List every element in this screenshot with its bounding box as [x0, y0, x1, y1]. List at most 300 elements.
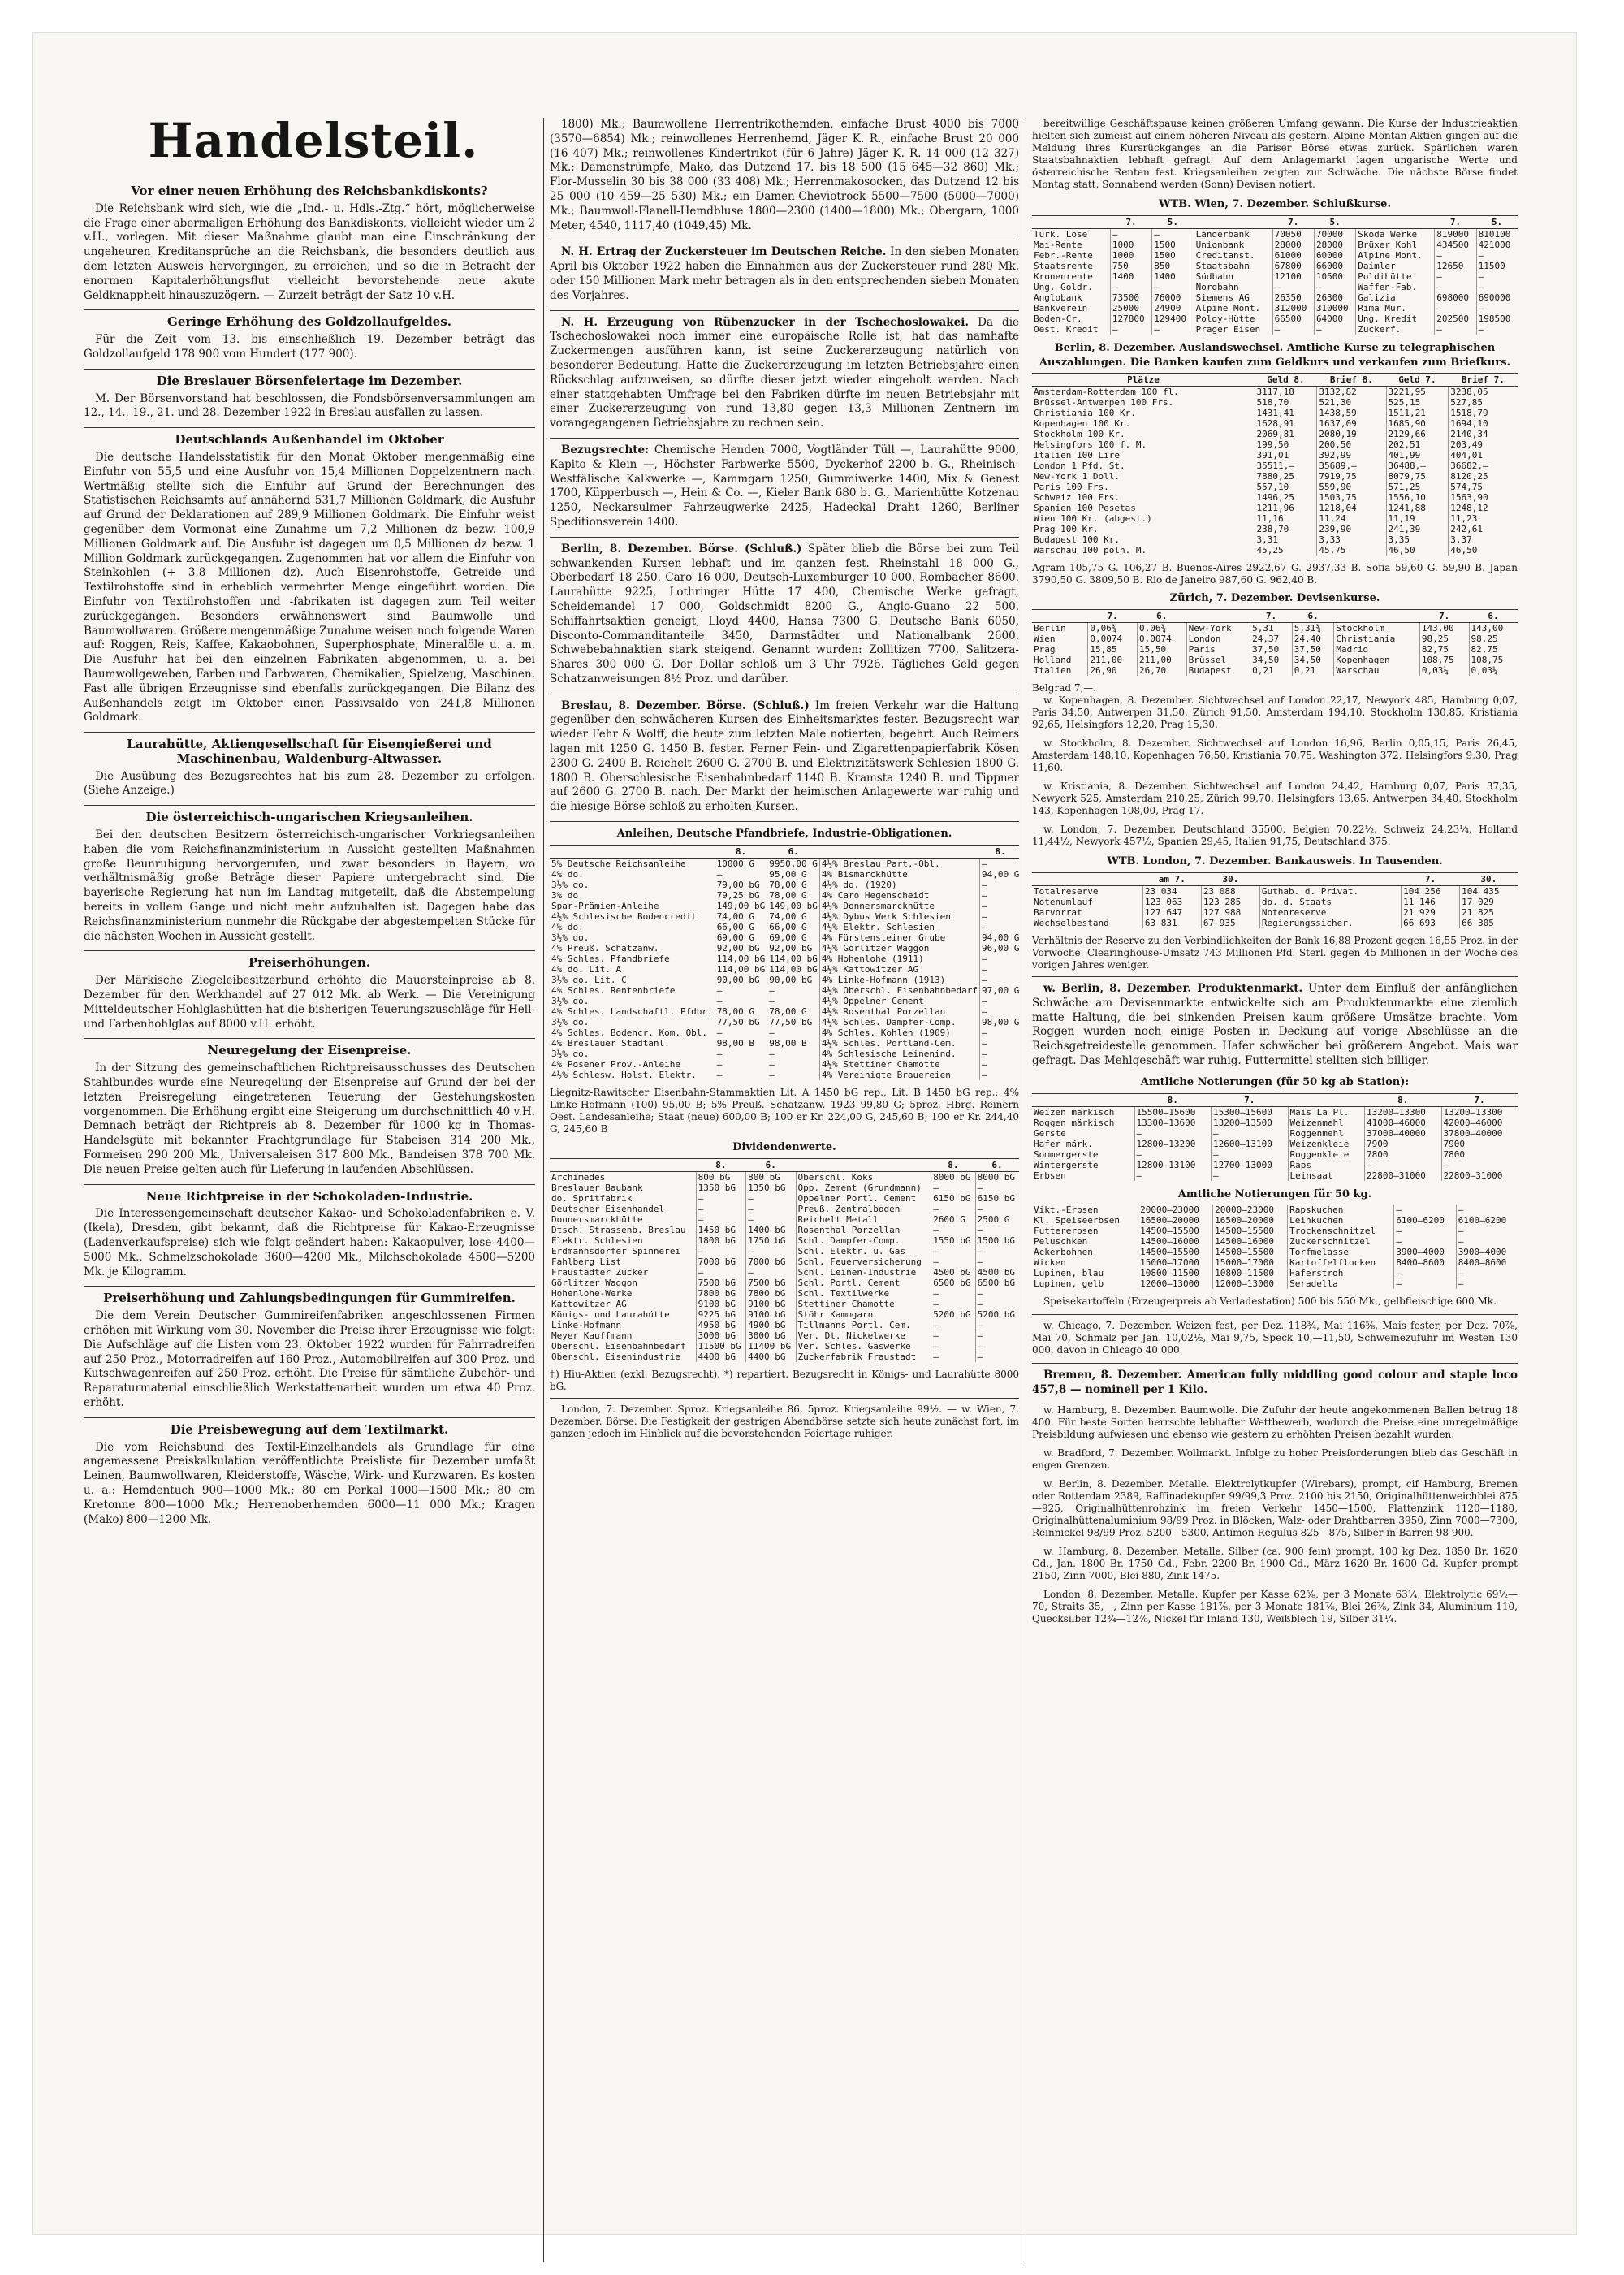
- vienna-table-caption: WTB. Wien, 7. Dezember. Schlußkurse.: [1159, 198, 1391, 210]
- table-cell: —: [979, 1070, 1019, 1080]
- table-cell: 404,01: [1450, 450, 1484, 461]
- table-cell: Christiania 100 Kr.: [1032, 408, 1255, 418]
- table-cell: 4% Hohenlohe (1911): [819, 954, 979, 964]
- table-cell: Paris: [1186, 644, 1250, 655]
- table-cell: 698000: [1435, 292, 1476, 303]
- table-cell: 26,90: [1088, 665, 1138, 676]
- table-cell: Görlitzer Waggon: [550, 1278, 696, 1288]
- table-header-cell: Geld 7.: [1386, 374, 1449, 387]
- bank-statement-table: [1032, 872, 1518, 928]
- table-cell: Prag 100 Kr.: [1032, 524, 1255, 534]
- berlin-exchange-caption: Berlin, 8. Dezember. Auslandswechsel. Amtliche Kurse zu telegraphischen Auszahlungen. Die Banken kaufen zum Geldkurs und verkaufen zum Briefkurs.: [1039, 341, 1511, 369]
- article-body: In der Sitzung des gemeinschaftlichen Richtpreisausschusses des Deutschen Stahlbundes wurde eine Neuregelung der Eisenpreise auf Grund der bei der letzten Preisregelung eingetretenen Teuerung der Gestehungskosten vorgenommen. Die Erhöhung ergibt eine Steigerung um durchschnittlich 40 v.H. Demnach beträgt der Richtpreis ab 8. Dezember für 1000 kg in Thomas-Handelsgüte mit bekannter Frachtgrundlage für Stabeisen 314 200 Mk., Formeisen 290 200 Mk., Universaleisen 317 800 Mk., Bandeisen 378 700 Mk. Die neuen Preise gelten auch für Lieferung in laufenden Abschlüssen.: [84, 1062, 535, 1176]
- table-cell: 6500 bG: [931, 1278, 975, 1288]
- zurich-note: Belgrad 7,—.: [1032, 682, 1097, 694]
- table-cell: —: [746, 1204, 796, 1214]
- table-cell: Waffen-Fab.: [1356, 282, 1435, 292]
- table-header-row: [1032, 1093, 1518, 1106]
- table-cell: 1450 bG: [696, 1225, 745, 1235]
- table-row: [1032, 461, 1518, 471]
- table-cell: 4% Fürstensteiner Grube: [819, 932, 979, 943]
- table-header-cell: 7.: [1402, 872, 1460, 885]
- table-cell: —: [977, 1298, 983, 1309]
- table-cell: 1694,10: [1450, 418, 1488, 430]
- table-cell: 10000 G: [715, 858, 767, 869]
- table-cell: Berlin: [1032, 623, 1088, 634]
- table-cell: 10500: [1314, 271, 1355, 282]
- table-cell: 149,00 bG: [767, 901, 820, 911]
- table-cell: Trockenschnitzel: [1288, 1226, 1394, 1236]
- table-cell: 12650: [1435, 261, 1476, 271]
- table-cell: Hohenlohe-Werke: [550, 1288, 696, 1299]
- table-cell: Kopenhagen 100 Kr.: [1032, 418, 1255, 429]
- table-cell: Hafer märk.: [1032, 1139, 1134, 1149]
- table-cell: Haferstroh: [1288, 1268, 1394, 1278]
- table-row: [550, 880, 1019, 890]
- table-cell: —: [979, 1006, 1019, 1017]
- article-body: In den sieben Monaten April bis Oktober 1922 haben die Einnahmen aus der Zuckersteuer rund 280 Mk. oder 150 Millionen Mark mehr betragen als in den entsprechenden sieben Monaten des Vorjahres.: [550, 245, 1019, 302]
- table-cell: 15,50: [1138, 644, 1187, 655]
- article-headline: Bezugsrechte:: [561, 443, 650, 456]
- table-row: [1032, 1226, 1518, 1236]
- table-cell: 7800: [1365, 1149, 1442, 1160]
- table-cell: Ver. Schles. Gaswerke: [796, 1341, 931, 1352]
- table-cell: Futtererbsen: [1032, 1226, 1138, 1236]
- table-cell: 11400 bG: [746, 1341, 796, 1352]
- table-cell: 7900: [1443, 1138, 1466, 1149]
- divider: [550, 310, 1019, 311]
- table-row: [550, 1225, 1019, 1235]
- table-header-cell: 8.: [1365, 1093, 1442, 1106]
- table-cell: —: [1435, 324, 1476, 335]
- table-cell: 28000: [1272, 240, 1314, 250]
- table-cell: —: [1394, 1278, 1456, 1289]
- table-cell: Länderbank: [1194, 228, 1272, 240]
- table-cell: 12800—13100: [1134, 1160, 1212, 1170]
- table-cell: 1800 bG: [696, 1235, 745, 1246]
- table-cell: 36488,—: [1386, 461, 1449, 471]
- table-cell: —: [979, 954, 1019, 964]
- table-cell: Oppelner Portl. Cement: [796, 1193, 931, 1204]
- table-cell: Zuckerschnitzel: [1288, 1236, 1394, 1247]
- table-cell: 9225 bG: [696, 1309, 745, 1320]
- table-cell: Alpine Mont.: [1194, 303, 1272, 314]
- table-cell: Galizia: [1356, 292, 1435, 303]
- table-row: [1032, 1257, 1518, 1268]
- table-cell: 14500—16000: [1138, 1236, 1213, 1247]
- column-1: [84, 179, 535, 2275]
- table-cell: 1400 bG: [746, 1225, 796, 1235]
- table-cell: 37000—40000: [1365, 1128, 1442, 1139]
- table-cell: Notenreserve: [1259, 907, 1401, 918]
- table-cell: 73500: [1110, 292, 1151, 303]
- table-cell: 8400—8600: [1394, 1257, 1456, 1268]
- table-cell: Dtsch. Strassenb. Breslau: [550, 1225, 696, 1235]
- table-cell: —: [931, 1204, 975, 1214]
- table-header-row: [1032, 872, 1518, 885]
- table-cell: Warschau: [1334, 665, 1419, 676]
- table-cell: —: [1458, 1236, 1464, 1248]
- table-row: [550, 1267, 1019, 1278]
- table-cell: 7000 bG: [746, 1256, 796, 1267]
- table-row: [1032, 885, 1518, 897]
- table-cell: —: [696, 1193, 745, 1204]
- market-note: London, 8. Dezember. Metalle. Kupfer per Kasse 62⅝, per 3 Monate 63¼, Elektrolytic 69½—70, Straits 35,—, Zinn per Kasse 181⅞, per 3 Monate 181⅞, Blei 26⅞, Zink 34, Aluminium 110, Quecksilber 12¾—12⅞, Nickel für Inland 130, Weißblech 19, Silber 31¼.: [1032, 1588, 1518, 1624]
- table-cell: 4% Breslauer Stadtanl.: [550, 1038, 715, 1049]
- table-row: [550, 954, 1019, 964]
- table-row: [1032, 450, 1518, 461]
- table-cell: 127800: [1110, 314, 1151, 324]
- table-cell: 7500 bG: [696, 1278, 745, 1288]
- article-body: M. Der Börsenvorstand hat beschlossen, die Fondsbörsenversammlungen am 12., 14., 19., 21. und 28. Dezember 1922 in Breslau ausfallen zu lassen.: [84, 391, 535, 420]
- table-row: [550, 1049, 1019, 1059]
- table-cell: Südbahn: [1194, 271, 1272, 282]
- table-cell: 202,51: [1386, 439, 1449, 450]
- table-header-cell: [550, 1158, 696, 1171]
- table-cell: 750: [1110, 261, 1151, 271]
- article-headline: Die Preisbewegung auf dem Textilmarkt.: [170, 1421, 449, 1437]
- divider: [1032, 976, 1518, 977]
- table-cell: 98,00 B: [767, 1038, 820, 1049]
- table-cell: Deutscher Eisenhandel: [550, 1204, 696, 1214]
- table-cell: 7919,75: [1317, 471, 1386, 482]
- table-cell: Helsingfors 100 f. M.: [1032, 439, 1255, 450]
- table-cell: Stettiner Chamotte: [796, 1299, 931, 1309]
- table-cell: Roggen märkisch: [1032, 1118, 1134, 1128]
- bond-table-note: Liegnitz-Rawitscher Eisenbahn-Stammaktien Lit. A 1450 bG rep., Lit. B 1450 bG rep.; 4% Linke-Hofmann (100) 95,00 B; 5% Preuß. Schatzanw. 1923 99,80 G; 5proz. Hbrg. Reinern Oest. Landesanleihe; Staat (neue) 600,00 B; 100 er Kr. 224,00 G, 245,60 B; 100 er Kr. 244,40 G, 245,60 B: [550, 1086, 1019, 1135]
- table-cell: 78,00 G: [715, 1006, 767, 1017]
- table-cell: 3117,18: [1255, 387, 1317, 398]
- table-cell: —: [1458, 1278, 1464, 1290]
- table-cell: 4% Caro Hegenscheidt: [819, 890, 979, 901]
- table-cell: Warschau 100 poln. M.: [1032, 545, 1255, 556]
- table-cell: 98,00 B: [715, 1038, 767, 1049]
- table-cell: 37,50: [1292, 644, 1334, 655]
- table-cell: Paris 100 Frs.: [1032, 482, 1255, 492]
- article-headline: Die österreichisch-ungarischen Kriegsanleihen.: [145, 810, 473, 825]
- table-cell: 1211,96: [1255, 503, 1317, 513]
- table-cell: Lupinen, blau: [1032, 1268, 1138, 1278]
- market-note: w. Hamburg, 8. Dezember. Baumwolle. Die Zufuhr der heute angekommenen Ballen betrug 18 400. Für beste Sorten herrschte lebhafter Wettbewerb, wodurch die Preise eine unregelmäßige Preisbildung aufwiesen und ebenso wie gestern zu erhöhten Preisen bezahlt wurden.: [1032, 1403, 1518, 1440]
- table-row: [1032, 429, 1518, 439]
- table-cell: 12600—13100: [1212, 1139, 1289, 1149]
- table-cell: 66,00 G: [715, 922, 767, 932]
- exchange-note: w. Kristiania, 8. Dezember. Sichtwechsel auf London 24,42, Hamburg 0,07, Paris 37,35, Newyork 525, Amsterdam 210,25, Zürich 99,70, Helsingfors 13,65, Antwerpen 34,40, Stockholm 143, Kopenhagen 108,00, Prag 17.: [1032, 781, 1518, 817]
- table-cell: Schl. Dampfer-Comp.: [796, 1235, 931, 1246]
- table-row: [1032, 524, 1518, 534]
- table-cell: 97,00 G: [979, 985, 1019, 996]
- table-cell: 104 435: [1462, 885, 1500, 897]
- table-cell: 4% Posener Prov.-Anleihe: [550, 1059, 715, 1070]
- table-cell: 3% do.: [550, 890, 715, 901]
- table-cell: Nordbahn: [1194, 282, 1272, 292]
- table-cell: 1400: [1152, 271, 1194, 282]
- potato-prices: Speisekartoffeln (Erzeugerpreis ab Verladestation) 500 bis 550 Mk., gelbfleischige 600 Mk.: [1043, 1295, 1497, 1308]
- table-cell: 79,00 bG: [715, 880, 767, 890]
- table-cell: 5% Deutsche Reichsanleihe: [550, 858, 715, 869]
- table-cell: 4% Schles. Bodencr. Kom. Obl.: [550, 1027, 715, 1038]
- table-cell: 24,37: [1250, 634, 1293, 644]
- table-cell: 1637,09: [1317, 418, 1386, 429]
- market-note: w. Bradford, 7. Dezember. Wollmarkt. Infolge zu hoher Preisforderungen blieb das Geschäft in engen Grenzen.: [1032, 1447, 1518, 1471]
- table-row: [550, 922, 1019, 932]
- table-cell: 211,00: [1138, 655, 1187, 665]
- table-cell: 574,75: [1450, 482, 1484, 493]
- table-cell: 34,50: [1292, 655, 1334, 665]
- table-cell: 77,50 bG: [767, 1017, 820, 1027]
- table-cell: 1350 bG: [696, 1183, 745, 1193]
- table-cell: Tillmanns Portl. Cem.: [796, 1320, 931, 1330]
- table-row: [1032, 397, 1518, 408]
- table-header-cell: [1032, 610, 1088, 623]
- table-cell: Wechselbestand: [1032, 918, 1142, 928]
- table-cell: —: [746, 1246, 796, 1256]
- article-headline: N. H. Ertrag der Zuckersteuer im Deutschen Reiche.: [561, 245, 887, 259]
- table-cell: —: [1394, 1226, 1456, 1236]
- exchange-note: w. Kopenhagen, 8. Dezember. Sichtwechsel auf London 22,17, Newyork 485, Hamburg 0,07, Paris 34,50, Antwerpen 31,50, Zürich 91,50, Amsterdam 194,10, Stockholm 130,85, Kristiania 92,65, Helsingfors 12,20, Prag 15,30.: [1032, 694, 1518, 731]
- table-cell: —: [1110, 228, 1151, 240]
- table-row: [1032, 1160, 1518, 1170]
- divider: [84, 1417, 535, 1418]
- table-row: [1032, 282, 1518, 292]
- table-cell: 15300—15600: [1212, 1106, 1289, 1118]
- table-row: [1032, 897, 1518, 907]
- table-cell: 16500—20000: [1138, 1215, 1213, 1226]
- table-cell: 66 305: [1462, 917, 1494, 928]
- table-row: [1032, 1268, 1518, 1278]
- bond-table-caption: Anleihen, Deutsche Pfandbriefe, Industrie-Obligationen.: [616, 828, 952, 841]
- table-cell: 1431,41: [1255, 408, 1317, 418]
- article-headline: Preiserhöhungen.: [248, 955, 371, 971]
- table-row: [550, 1038, 1019, 1049]
- table-cell: Donnersmarckhütte: [550, 1214, 696, 1225]
- table-cell: 78,00 G: [767, 1006, 820, 1017]
- table-cell: 11,24: [1317, 513, 1386, 524]
- table-cell: —: [979, 880, 1019, 890]
- table-cell: Kartoffelflocken: [1288, 1257, 1394, 1268]
- table-row: [550, 1059, 1019, 1070]
- table-cell: 114,00 bG: [767, 954, 820, 964]
- table-cell: —: [746, 1267, 796, 1278]
- table-cell: 11,16: [1255, 513, 1317, 524]
- table-header-cell: 8.: [715, 845, 767, 858]
- table-cell: —: [979, 975, 1019, 985]
- table-cell: London: [1186, 634, 1250, 644]
- bank-statement-note: Verhältnis der Reserve zu den Verbindlichkeiten der Bank 16,88 Prozent gegen 16,55 Proz. in der Vorwoche. Clearinghouse-Umsatz 743 Millionen Pfd. Sterl. gegen 45 Millionen in der Woche des vorigen Jahres weniger.: [1032, 934, 1518, 971]
- textile-prices-continued: 1800) Mk.; Baumwollene Herrentrikothemden, einfache Brust 4000 bis 7000 (3570—6854) Mk.; reinwollenes Herrenhemd, Jäger K. R., einfache Brust 20 000 (16 407) Mk.; reinwollenes Kindertrikot (für 6 Jahre) Jäger K. R. 14 000 (12 327) Mk.; Damenstrümpfe, Mako, das Dutzend 17. bis 18 500 (15 645—32 860) Mk.; Flor-Musselin 30 bis 38 000 (33 408) Mk.; Herrenmakosocken, das Dutzend 12 bis 25 000 (10 459—25 530) Mk.; ein Damen-Cheviotrock 5500—7500 (5000—7000) Mk.; Baumwoll-Flanell-Hemdbluse 1800—2300 (1400—1800) Mk.; Obergarn, 1000 Meter, 4540, 1117,40 (1049,45) Mk.: [550, 118, 1019, 232]
- table-cell: —: [977, 1287, 983, 1299]
- table-cell: Oberschl. Eisenindustrie: [550, 1352, 696, 1362]
- table-cell: Ung. Kredit: [1356, 314, 1435, 324]
- table-row: [1032, 324, 1518, 335]
- table-cell: 819000: [1435, 228, 1476, 240]
- bank-statement-caption: WTB. London, 7. Dezember. Bankausweis. In Tausenden.: [1107, 855, 1443, 868]
- table-cell: 26350: [1272, 292, 1314, 303]
- table-row: [550, 911, 1019, 922]
- table-cell: 3900—4000: [1458, 1247, 1507, 1258]
- table-cell: Weizen märkisch: [1032, 1106, 1134, 1118]
- table-row: [1032, 271, 1518, 282]
- official-quotes-2-caption: Amtliche Notierungen für 50 kg.: [1177, 1187, 1372, 1200]
- table-cell: 10800—11500: [1138, 1268, 1213, 1278]
- table-cell: 3900—4000: [1394, 1247, 1456, 1257]
- table-header-cell: 6.: [975, 1158, 1019, 1171]
- table-cell: 800 bG: [746, 1171, 796, 1183]
- table-cell: 1556,10: [1386, 492, 1449, 503]
- table-header-cell: 6.: [767, 845, 820, 858]
- table-header-cell: 7.: [1110, 215, 1151, 228]
- table-cell: Roggenmehl: [1288, 1128, 1365, 1139]
- table-cell: 20000—23000: [1138, 1205, 1213, 1215]
- table-cell: Daimler: [1356, 261, 1435, 271]
- table-cell: 2069,81: [1255, 429, 1317, 439]
- table-cell: —: [1134, 1128, 1212, 1139]
- table-cell: Poldihütte: [1356, 271, 1435, 282]
- table-cell: 4% Schles. Kohlen (1909): [819, 1027, 979, 1038]
- table-cell: Guthab. d. Privat.: [1259, 885, 1401, 897]
- table-cell: 391,01: [1255, 450, 1317, 461]
- table-cell: 26,70: [1138, 665, 1187, 676]
- table-cell: 114,00 bG: [715, 964, 767, 975]
- table-cell: 0,03¼: [1471, 665, 1498, 677]
- table-cell: Sommergerste: [1032, 1149, 1134, 1160]
- table-cell: 4½% Rosenthal Porzellan: [819, 1006, 979, 1017]
- table-cell: Barvorrat: [1032, 907, 1142, 918]
- table-row: [550, 1214, 1019, 1225]
- table-header-cell: Brief 8.: [1317, 374, 1386, 387]
- table-cell: —: [767, 1059, 820, 1070]
- table-row: [550, 901, 1019, 911]
- table-cell: 4% Schles. Landschaftl. Pfdbr.: [550, 1006, 715, 1017]
- table-cell: —: [931, 1352, 975, 1362]
- table-cell: 4½% Schles. Dampfer-Comp.: [819, 1017, 979, 1027]
- divider: [84, 427, 535, 428]
- table-cell: Oberschl. Koks: [796, 1171, 931, 1183]
- table-cell: Staatsbahn: [1194, 261, 1272, 271]
- table-cell: —: [979, 922, 1019, 932]
- table-cell: 70050: [1272, 228, 1314, 240]
- table-cell: 11,23: [1450, 513, 1478, 525]
- table-row: [550, 1299, 1019, 1309]
- table-cell: 4950 bG: [696, 1320, 745, 1330]
- table-cell: 4½% Elektr. Schlesien: [819, 922, 979, 932]
- table-header-cell: 5.: [1476, 215, 1518, 228]
- table-row: [1032, 482, 1518, 492]
- table-cell: 60000: [1314, 250, 1355, 261]
- table-row: [1032, 240, 1518, 250]
- table-cell: —: [1394, 1236, 1456, 1247]
- table-cell: 8000 bG: [977, 1171, 1015, 1183]
- table-row: [550, 1341, 1019, 1352]
- table-cell: 66,00 G: [767, 922, 820, 932]
- table-cell: 25000: [1110, 303, 1151, 314]
- table-cell: —: [931, 1299, 975, 1309]
- table-header-row: [1032, 610, 1518, 623]
- chicago-market: w. Chicago, 7. Dezember. Weizen fest, per Dez. 118¾, Mai 116⅝, Mais fester, per Dez. 70⅞, Mai 70, Schmalz per Jan. 10,02½, Mai 9,75, Speck 10,—11,50, Schweinezufuhr im Westen 130 000, davon in Chicago 40 000.: [1032, 1320, 1518, 1356]
- table-cell: Ung. Goldr.: [1032, 282, 1110, 292]
- table-cell: —: [977, 1203, 983, 1214]
- table-cell: 13300—13600: [1134, 1118, 1212, 1128]
- table-cell: Raps: [1288, 1160, 1365, 1170]
- table-cell: Ackerbohnen: [1032, 1247, 1138, 1257]
- table-cell: —: [715, 1027, 767, 1038]
- table-cell: 4500 bG: [931, 1267, 975, 1278]
- table-cell: 3½% do. Lit. C: [550, 975, 715, 985]
- table-cell: 0,21: [1292, 665, 1334, 676]
- table-cell: 82,75: [1419, 644, 1469, 655]
- table-row: [550, 1352, 1019, 1362]
- table-cell: Unionbank: [1194, 240, 1272, 250]
- table-cell: Brüxer Kohl: [1356, 240, 1435, 250]
- table-cell: Königs- und Laurahütte: [550, 1309, 696, 1320]
- table-cell: 76000: [1152, 292, 1194, 303]
- table-cell: 525,15: [1386, 397, 1449, 408]
- article-body: Die deutsche Handelsstatistik für den Monat Oktober mengenmäßig eine Einfuhr von 55,5 und eine Ausfuhr von 15,4 Millionen Doppelzentnern nach. Wertmäßig stellte sich die Einfuhr auf Grund der Berechnungen des Statistischen Reichsamts auf annähernd 531,7 Millionen Goldmark, die Ausfuhr auf Grund der Deklarationen auf 289,9 Millionen Goldmark. Die Einfuhr weist gegenüber dem Vormonat eine Zunahme um 7,2 Millionen dz bezw. 100,9 Millionen Goldmark auf. Die Ausfuhr ist dagegen um 0,5 Millionen dz bezw. 1 Million Goldmark zurückgegangen. Zugenommen hat vor allem die Einfuhr von Steinkohlen (+ 3,8 Millionen dz). Auch Eisenrohstoffe, Getreide und Textilrohstoffe sind in erheblich vermehrter Menge eingeführt worden. Die Einfuhr von Textilrohstoffen und -fabrikaten ist dagegen zum Teil weiter zurückgegangen. Besonders erwähnenswert sind Baumwolle und Baumwollwaren. Größere mengenmäßige Zunahme weisen noch folgende Waren auf: Roggen, Reis, Kaffee, Kakaobohnen, Superphosphate, Mineralöle u. a. m. Die Ausfuhr hat bei den einzelnen Fabrikaten abgenommen, u. a. bei Baumwollgeweben, Farben und Farbwaren, Chemikalien, Spielzeug, Maschinen. Fast alle übrigen Erzeugnisse sind ebenfalls zurückgegangen. Die Bilanz des Außenhandels zeigt im Oktober einen Passivsaldo von 241,8 Millionen Goldmark.: [84, 450, 535, 724]
- table-row: [1032, 1106, 1518, 1118]
- table-header-cell: 8.: [979, 845, 1019, 858]
- article-headline: Deutschlands Außenhandel im Oktober: [175, 432, 444, 448]
- table-cell: Spanien 100 Pesetas: [1032, 503, 1255, 513]
- article-headline: N. H. Erzeugung von Rübenzucker in der Tschechoslowakei.: [561, 315, 970, 329]
- table-row: [550, 1235, 1019, 1246]
- table-row: [1032, 1118, 1518, 1128]
- table-row: [1032, 1236, 1518, 1247]
- table-row: [1032, 1128, 1518, 1139]
- table-cell: 4½% Schlesw. Holst. Elektr.: [550, 1070, 715, 1080]
- table-cell: 94,00 G: [979, 932, 1019, 943]
- zurich-table: [1032, 609, 1518, 676]
- divider: [84, 1286, 535, 1287]
- table-cell: Elektr. Schlesien: [550, 1235, 696, 1246]
- divider: [84, 1184, 535, 1185]
- table-cell: New-York: [1186, 623, 1250, 634]
- table-header-cell: 6.: [1292, 610, 1334, 623]
- table-cell: —: [696, 1204, 745, 1214]
- article-headline: Breslau, 8. Dezember. Börse. (Schluß.): [561, 699, 810, 712]
- table-cell: 1400: [1110, 271, 1151, 282]
- divider: [550, 537, 1019, 538]
- table-cell: 123 285: [1201, 897, 1259, 907]
- table-header-cell: [1334, 610, 1419, 623]
- table-cell: 1500 bG: [977, 1235, 1015, 1246]
- table-header-cell: 8.: [931, 1158, 975, 1171]
- table-row: [1032, 250, 1518, 261]
- table-header-row: [1032, 374, 1518, 387]
- table-cell: 3½% do.: [550, 932, 715, 943]
- table-cell: 3132,82: [1317, 387, 1386, 398]
- table-cell: Schl. Elektr. u. Gas: [796, 1246, 931, 1256]
- table-header-cell: 30.: [1201, 872, 1259, 885]
- table-cell: 143,00: [1419, 623, 1469, 634]
- table-cell: —: [1435, 250, 1476, 261]
- table-row: [550, 890, 1019, 901]
- table-cell: 1750 bG: [746, 1235, 796, 1246]
- table-cell: 2080,19: [1317, 429, 1386, 439]
- table-row: [550, 858, 1019, 869]
- table-cell: 23 088: [1201, 885, 1259, 897]
- table-cell: 434500: [1435, 240, 1476, 250]
- table-cell: —: [977, 1245, 983, 1256]
- table-cell: 4% Vereinigte Brauereien: [819, 1070, 979, 1080]
- table-cell: 4% do. Lit. A: [550, 964, 715, 975]
- table-row: [550, 1171, 1019, 1183]
- market-note: w. Hamburg, 8. Dezember. Metalle. Silber (ca. 900 fein) prompt, 100 kg Dez. 1850 Br. 1620 Gd., Jan. 1800 Br. 1750 Gd., Febr. 2200 Br. 1900 Gd., März 1620 Br. 1600 Gd. Kupfer prompt 2150, Zinn 7000, Blei 880, Zink 1475.: [1032, 1545, 1518, 1581]
- table-cell: 571,25: [1386, 482, 1449, 492]
- table-cell: 21 825: [1462, 906, 1494, 918]
- table-cell: —: [1394, 1205, 1456, 1215]
- table-cell: 4½% Breslau Part.-Obl.: [819, 858, 979, 869]
- table-header-cell: 8.: [1134, 1093, 1212, 1106]
